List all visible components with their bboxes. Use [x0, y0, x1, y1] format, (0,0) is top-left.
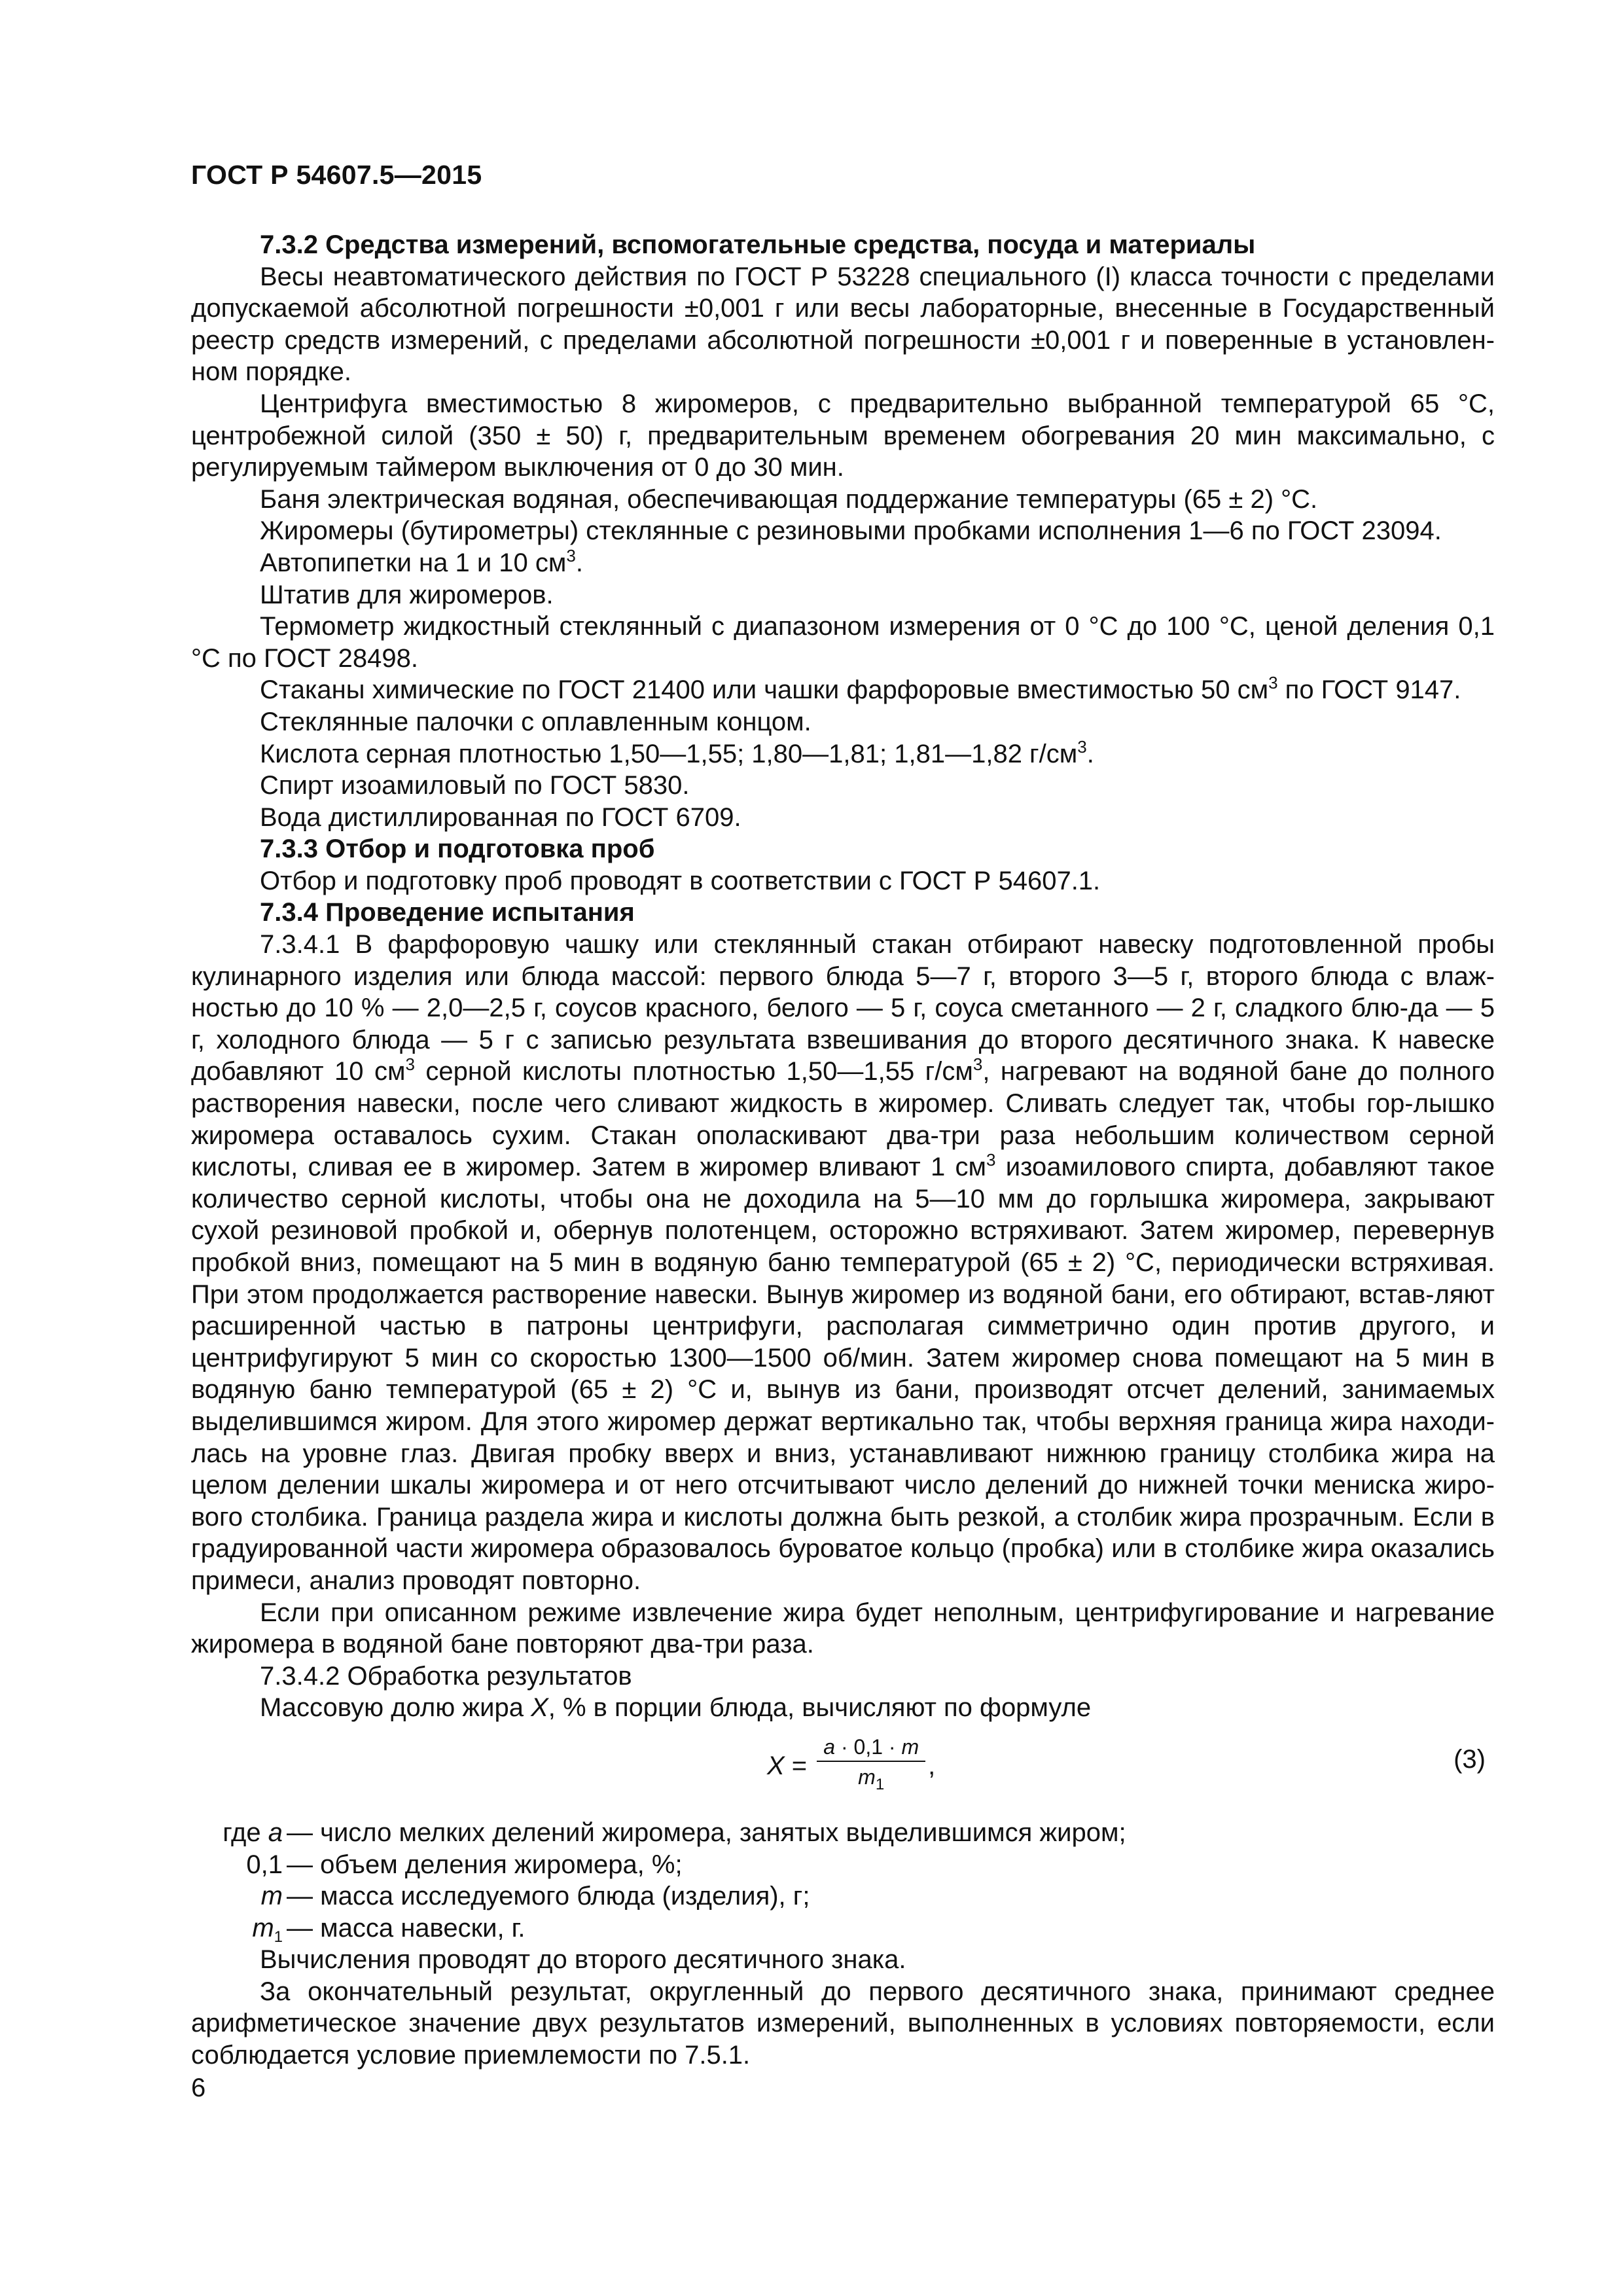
paragraph-acid: Кислота серная плотностью 1,50—1,55; 1,80—1,81; 1,81—1,82 $г/см^3$. [260, 736, 1094, 768]
section-heading-7-3-2: 7.3.2 Средства измерений, вспомогательные средства, посуда и материалы [260, 230, 1256, 259]
formula-trailing-comma: , [928, 1751, 936, 1780]
paragraph-centrifuge: Центрифуга вместимостью 8 жиромеров, с предварительно выбранной температурой 65 °С, центробежной силой (350 ± 50) г, предварительным временем обогревания 20 мин максимально, с регулируемым таймером выключения от 0 до 30 мин. [191, 389, 1495, 482]
paragraph-bath: Баня электрическая водяная, обеспечивающая поддержание температуры (65 ± 2) °С. [260, 484, 1318, 514]
formula-equals: = [784, 1751, 815, 1780]
paragraph-sampling: Отбор и подготовку проб проводят в соответствии с ГОСТ Р 54607.1. [260, 866, 1101, 895]
paragraph-scales: Весы неавтоматического действия по ГОСТ Р 53228 специального (I) класса точности с пределами допускаемой абсолютной погрешности ±0,001 г или весы лабораторные, внесенные в Государственный реестр средств измерений, с пределами абсолютной погрешности ±0,001 г и поверенные в установлен-ном порядке. [191, 262, 1495, 387]
formula-3 [767, 1734, 935, 1797]
formula-numerator: a · 0,1 · m [817, 1734, 925, 1762]
where-item-m1: $m_1$ — масса навески, г. [252, 1913, 526, 1946]
where-item-a: где a — число мелких делений жиромера, занятых выделившимся жиром; [223, 1818, 1126, 1847]
section-heading-7-3-3: 7.3.3 Отбор и подготовка проб [260, 834, 655, 864]
paragraph-stand: Штатив для жиромеров. [260, 580, 554, 609]
paragraph-beakers: Стаканы химические по ГОСТ 21400 или чашки фарфоровые вместимостью 50 $см^3$ по ГОСТ 9147. [260, 673, 1461, 705]
paragraph-thermometer: Термометр жидкостный стеклянный с диапазоном измерения от 0 °С до 100 °С, ценой деления 0,1 °С по ГОСТ 28498. [191, 612, 1495, 673]
paragraph-butyrometers: Жиромеры (бутирометры) стеклянные с резиновыми пробками исполнения 1—6 по ГОСТ 23094. [260, 516, 1442, 546]
formula-block [191, 1731, 1495, 1804]
paragraph-calc-note: Вычисления проводят до второго десятичного знака. [260, 1945, 906, 1975]
paragraph-pipettes: Автопипетки на 1 и 10 $см^3$. [260, 545, 583, 577]
formula-lhs: X [767, 1751, 785, 1780]
paragraph-formula-intro: Массовую долю жира X, % в порции блюда, вычисляют по формуле [260, 1693, 1092, 1723]
page-number: 6 [191, 2073, 206, 2102]
document-body [191, 229, 1495, 2072]
paragraph-procedure: 7.3.4.1 В фарфоровую чашку или стеклянный стакан отбирают навеску подготовленной пробы кулинарного изделия или блюда массой: первого блюда 5—7 г, второго 3—5 г, второго блюда с влаж-ностью до 10 % — 2,0—2,5 г, соусов красного, белого — 5 г, соуса сметанного — 2 г, сладкого блю-да — 5 г, холодного блюда — 5 г с записью результата взвешивания до второго десятичного знака. К навеске добавляют 10 $см^3$ серной кислоты плотностью 1,50—1,55 $г/см^3$, нагревают на водяной бане до полного растворения навески, после чего сливают жидкость в жиромер. Сливать следует так, чтобы гор-лышко жиромера оставалось сухим. Стакан ополаскивают два-три раза небольшим количеством серной кислоты, сливая ее в жиромер. Затем в жиромер вливают 1 $см^3$ изоамилового спирта, добавляют такое количество серной кислоты, чтобы она не доходила на 5—10 мм до горлышка жиромера, закрывают сухой резиновой пробкой и, обернув полотенцем, осторожно встряхивают. Затем жиромер, перевернув пробкой вниз, помещают на 5 мин в водяную баню температурой (65 ± 2) °С, периодически встряхивая. При этом продолжается растворение навески. Вынув жиромер из водяной бани, его обтирают, встав-ляют расширенной частью в патроны центрифуги, располагая симметрично один против другого, и центрифугируют 5 мин со скоростью 1300—1500 об/мин. Затем жиромер снова помещают на 5 мин в водяную баню температурой (65 ± 2) °С и, вынув из бани, производят отсчет делений, занимаемых выделившимся жиром. Для этого жиромер держат вертикально так, чтобы верхняя граница жира находи-лась на уровне глаз. Двигая пробку вверх и вниз, устанавливают нижнюю границу столбика жира на целом делении шкалы жиромера и от него отсчитывают число делений до нижней точки мениска жиро-вого столбика. Граница раздела жира и кислоты должна быть резкой, а столбик жира прозрачным. Если в градуированной части жиромера образовалось буроватое кольцо (пробка) или в столбике жира оказались примеси, анализ проводят повторно. [191, 930, 1495, 1595]
paragraph-rods: Стеклянные палочки с оплавленным концом. [260, 707, 812, 736]
paragraph-water: Вода дистиллированная по ГОСТ 6709. [260, 802, 741, 832]
where-item-division-volume: 0,1 — объем деления жиромера, %; [246, 1850, 683, 1879]
paragraph-repeat: Если при описанном режиме извлечение жира будет неполным, центрифугирование и нагревание жиромера в водяной бане повторяют два-три раза. [191, 1598, 1495, 1659]
formula-denominator: $m_1$ [858, 1765, 885, 1793]
formula-fraction [817, 1734, 925, 1797]
where-item-m: m — масса исследуемого блюда (изделия), г; [260, 1882, 810, 1911]
paragraph-final-result: За окончательный результат, округленный до первого десятичного знака, принимают среднее арифметическое значение двух результатов измерений, выполненных в условиях повторяемости, если соблюдается условие приемлемости по 7.5.1. [191, 1977, 1495, 2070]
section-heading-7-3-4: 7.3.4 Проведение испытания [260, 898, 635, 927]
document-code: ГОСТ Р 54607.5—2015 [191, 160, 482, 190]
equation-number: (3) [1454, 1744, 1486, 1774]
subsection-heading-7-3-4-2: 7.3.4.2 Обработка результатов [260, 1661, 632, 1691]
paragraph-alcohol: Спирт изоамиловый по ГОСТ 5830. [260, 771, 690, 800]
